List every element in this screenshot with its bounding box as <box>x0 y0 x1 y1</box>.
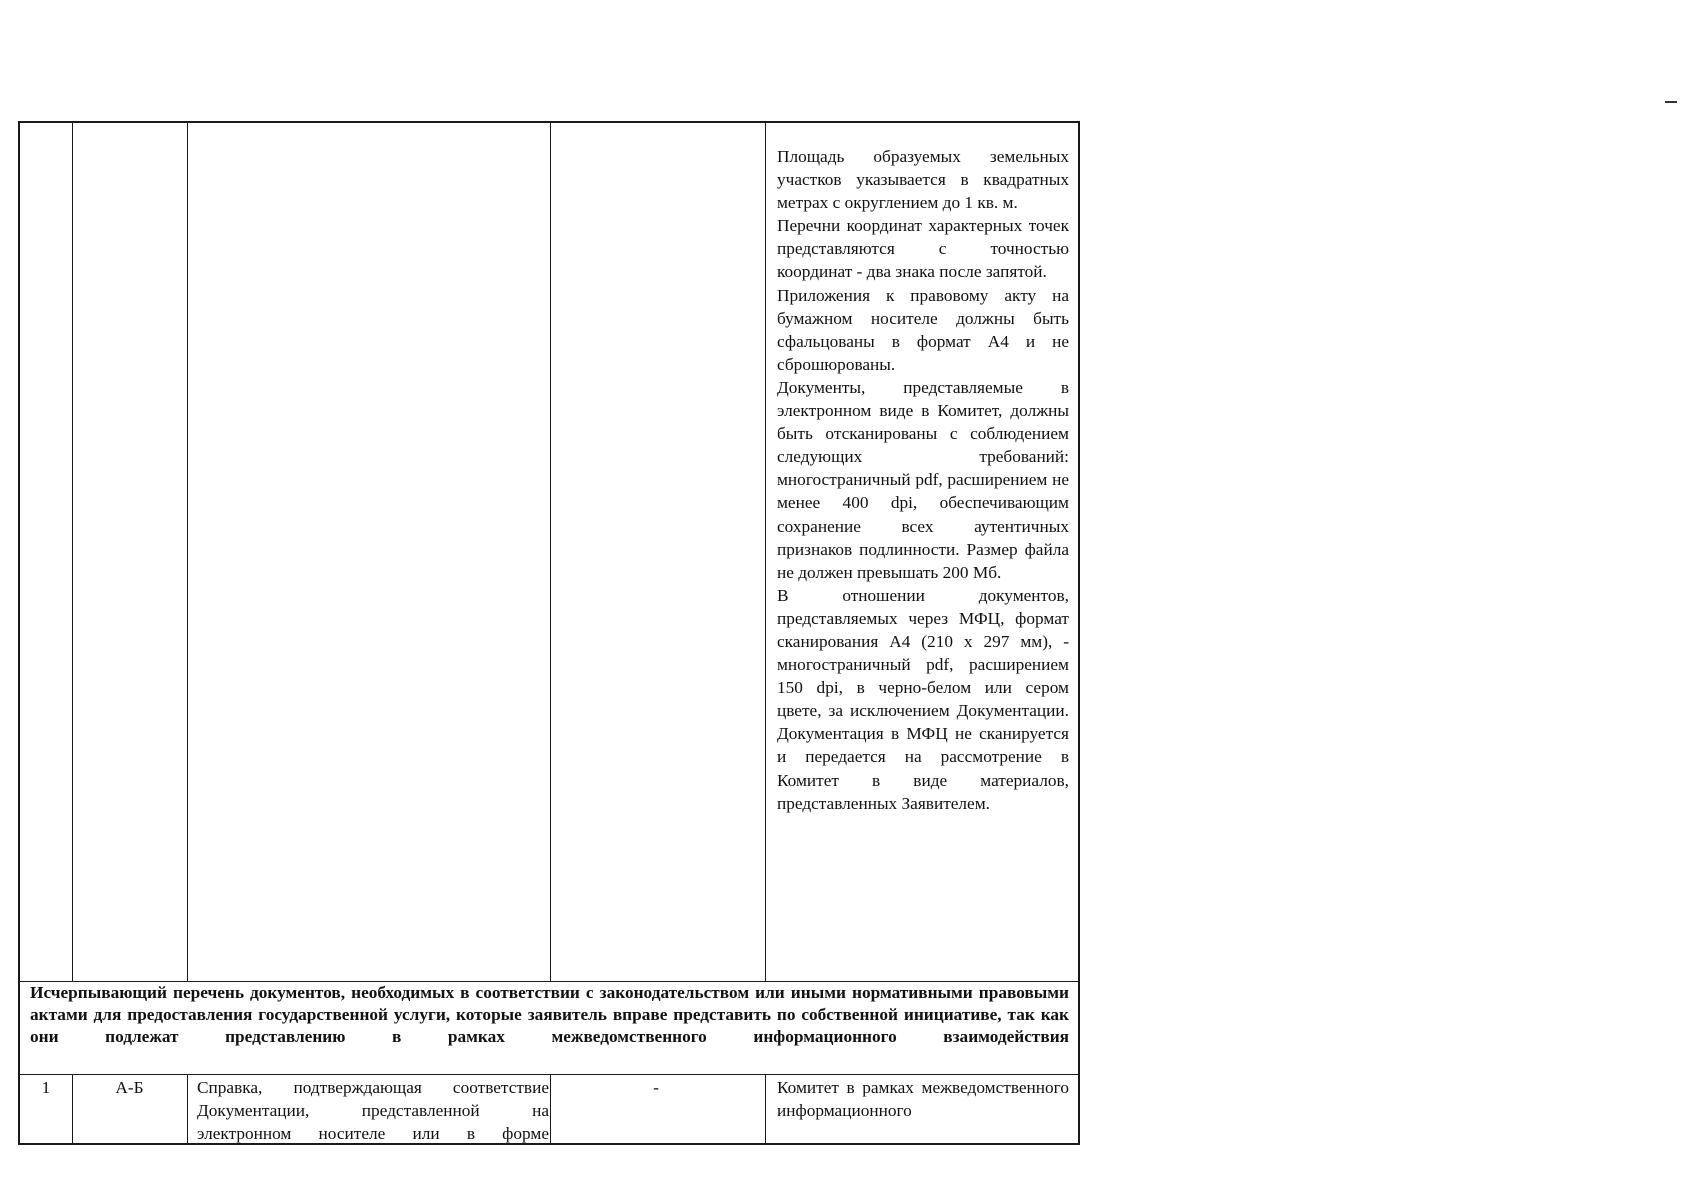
row-requirements-cell: - <box>653 1078 659 1097</box>
document-table <box>18 121 1080 1145</box>
column-divider-4 <box>765 123 766 981</box>
section-heading: Исчерпывающий перечень документов, необходимых в соответствии с законодательством или иными нормативными правовыми актами для предоставления государственной услуги, которые заявитель вправе представить по собственной инициативе, так как они подлежат представлению в рамках межведомственного информационного взаимодействия <box>30 983 1069 1047</box>
requirement-paragraph: Площадь образуемых земельных участков указывается в квадратных метрах с округлением до 1 кв. м. <box>777 147 1069 213</box>
row-obtained-by-cell: Комитет в рамках межведомственного информационного <box>777 1078 1069 1120</box>
row-code-cell: А-Б <box>115 1078 144 1097</box>
requirement-paragraph: Документы, представляемые в электронном виде в Комитет, должны быть отсканированы с соблюдением следующих требований: многостраничный pdf, расширением не менее 400 dpi, обеспечивающим сохранение всех аутентичных признаков подлинности. Размер файла не должен превышать 200 Мб. <box>777 377 1069 582</box>
requirement-paragraph: В отношении документов, представляемых через МФЦ, формат сканирования А4 (210 х 297 мм), - многостраничный pdf, расширением 150 dpi, в черно-белом или сером цвете, за исключением Документации. Документация в МФЦ не сканируется и передается на рассмотрение в Комитет в виде материалов, представленных Заявителем. <box>777 585 1069 813</box>
row-number-cell: 1 <box>41 1078 51 1097</box>
scan-edge-mark <box>1665 101 1677 103</box>
requirement-paragraph: Перечни координат характерных точек представляются с точностью координат - два знака после запятой. <box>777 216 1069 282</box>
row-document-cell: Справка, подтверждающая соответствие Документации, представленной на электронном носителе или в форме <box>197 1078 549 1143</box>
requirement-paragraph: Приложения к правовому акту на бумажном носителе должны быть сфальцованы в формат А4 и не сброшюрованы. <box>777 285 1069 374</box>
column-divider-1 <box>72 123 73 981</box>
column-divider-2 <box>187 123 188 981</box>
row-divider-4 <box>765 1074 766 1145</box>
row-divider-2 <box>187 1074 188 1145</box>
column-divider-3 <box>550 123 551 981</box>
document-requirements-cell <box>777 145 1069 815</box>
